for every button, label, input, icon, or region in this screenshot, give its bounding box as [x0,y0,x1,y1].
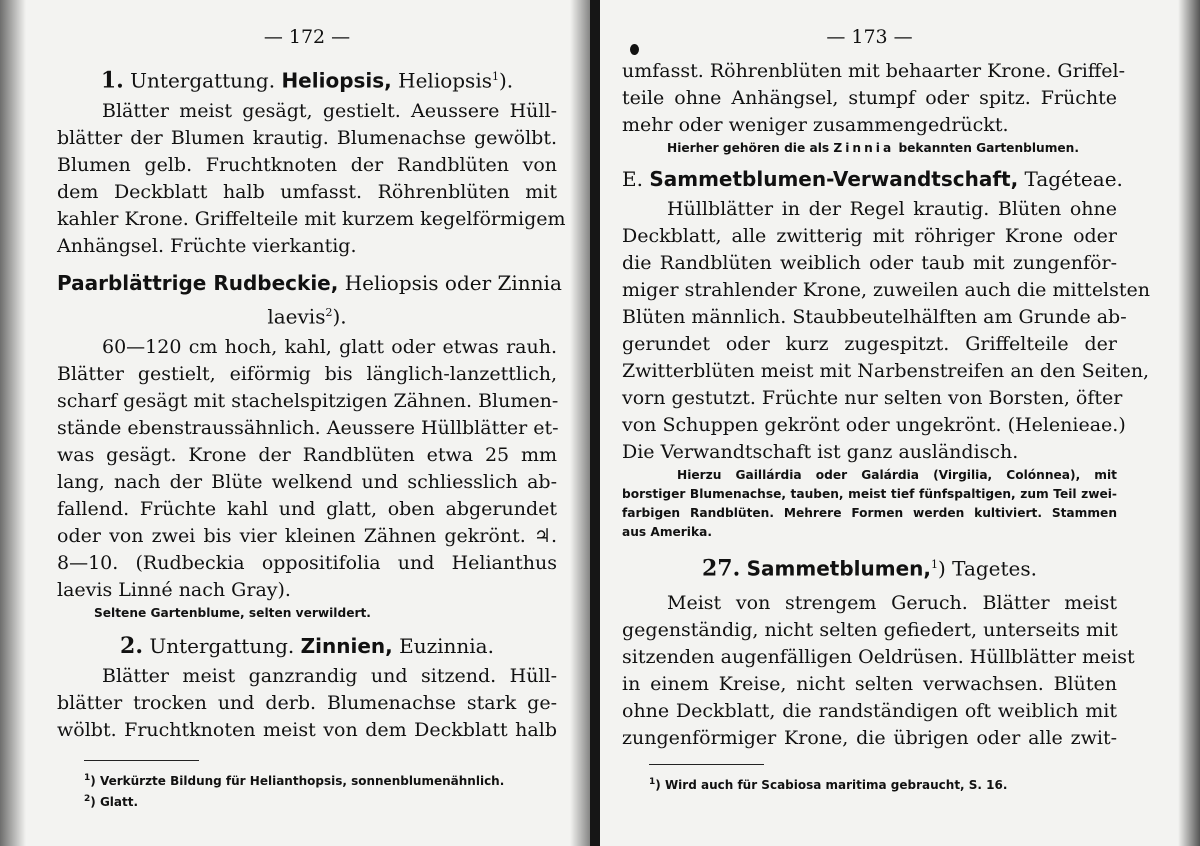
left-text-column [57,22,566,811]
footnote: $^2$) Glatt. [84,794,139,810]
text-line: blätter der Blumen krautig. Blumenachse gewölbt. [57,126,557,149]
text-line: von Schuppen gekrönt oder ungekrönt. (Helenieae.) [622,414,1126,436]
note-line: aus Amerika. [622,525,712,539]
note-line: Hierzu Gaillárdia oder Galárdia (Virgilia, Colónnea), mit [677,468,1117,482]
page-number: — 172 — [263,26,351,48]
text-line: vorn gestutzt. Früchte nur selten von Borsten, öfter [622,387,1123,409]
text-line: gegenständig, nicht selten gefiedert, unterseits mit [622,618,1118,641]
species-heading-cont [57,298,557,332]
right-text-column [622,22,1151,794]
text-line: umfasst. Röhrenblüten mit behaarter Krone. Griffel- [622,60,1126,82]
footnote-text: Glatt. [99,795,139,810]
subgenus-german-name: Zinnien, [300,634,393,659]
gaillardia-note [622,466,1117,542]
species-german-name: Paarblättrige Rudbeckie, [57,270,339,295]
page-left [0,0,590,846]
footnote: $^1$) Wird auch für Scabiosa maritima gebraucht, S. 16. [649,776,1008,792]
subgenus-number: 2. [120,633,144,660]
text-line: miger strahlender Krone, zuweilen auch die mittelsten [622,279,1151,301]
section-heading [622,164,1123,194]
gutter-shadow [570,0,590,846]
species-epithet: laevis [267,304,326,329]
footnote-ref: 2 [325,305,333,319]
species-latin-name: Heliopsis oder Zinnia [344,270,562,295]
note-line: farbigen Randblüten. Mehrere Formen werden kultiviert. Stammen [622,506,1117,520]
text-line: ohne Deckblatt, die randständigen oft weiblich mit [622,699,1117,722]
text-line: Blätter meist gesägt, gestielt. Aeussere Hüll- [102,99,557,122]
text-line: Blüten männlich. Staubbeutelhälften am Grunde ab- [622,306,1127,328]
text-line: gerundet oder kurz zugespitzt. Griffelteile der [622,333,1117,355]
text-line: mehr oder weniger zusammengedrückt. [622,114,1009,136]
section-german-name: Sammetblumen-Verwandtschaft, [649,167,1019,191]
subgenus-german-name: Heliopsis, [281,68,392,93]
subgenus-number: 1. [100,67,124,94]
section-letter: E. [622,167,643,191]
text-line: Die Verwandtschaft ist ganz ausländisch. [622,441,1019,463]
page-edge-shadow [1178,0,1200,846]
text-line: Blumen gelb. Fruchtknoten der Randblüten von [57,153,557,176]
footnote-ref: 1 [930,558,938,571]
heading-punctuation: ). [332,304,347,329]
text-line: Zwitterblüten meist mit Narbenstreifen an den Seiten, [622,360,1150,382]
text-line: kahler Krone. Griffelteile mit kurzem kegelförmigem [57,207,566,230]
footnote-text: Verkürzte Bildung für Helianthopsis, sonnenblumenähnlich. [99,774,505,789]
note-genus: Zinnia [833,141,895,155]
text-line: stände ebenstraussähnlich. Aeussere Hüllblätter et- [57,417,559,440]
subgenus-latin-name: Heliopsis [398,68,492,93]
genus-number: 27. [701,555,741,582]
page-number: — 173 — [826,26,913,48]
text-line: fallend. Früchte kahl und glatt, oben abgerundet [57,498,557,521]
text-line: Blätter meist ganzrandig und sitzend. Hüll- [102,665,557,688]
text-line: 8—10. (Rudbeckia oppositifolia und Helianthus [57,552,557,575]
note-line: borstiger Blumenachse, tauben, meist tief fünfspaltigen, zum Teil zwei- [622,487,1117,501]
section-latin-name: Tagéteae. [1024,167,1123,191]
text-line: laevis Linné nach Gray). [57,579,291,602]
footnote-mark: 2 [84,794,91,805]
footnote-mark: 1 [84,773,91,784]
subgenus-label: Untergattung. [149,634,295,659]
text-line: blätter trocken und derb. Blumenachse stark ge- [57,692,557,715]
species-heading [57,268,562,298]
text-line: oder von zwei bis vier kleinen Zähnen gekrönt. ♃. [57,525,557,548]
text-line: die Randblüten weiblich oder taub mit zungenför- [622,252,1117,274]
footnote: $^1$) Verkürzte Bildung für Helianthopsis, sonnenblumenähnlich. [84,773,505,789]
text-line: sitzenden augenfälligen Oeldrüsen. Hüllblätter meist [622,645,1135,668]
text-line: Deckblatt, alle zwitterig mit röhriger Krone oder [622,225,1117,247]
note-text: Hierher gehören die als [667,141,830,155]
paragraph-genus-description [622,590,1135,752]
text-line: 60—120 cm hoch, kahl, glatt oder etwas rauh. [102,336,557,359]
paragraph-continuation [622,58,1126,139]
text-line: dem Deckblatt halb umfasst. Röhrenblüten mit [57,180,557,203]
subgenus-latin-name: Euzinnia. [399,634,494,659]
species-note: Seltene Gartenblume, selten verwildert. [94,606,371,621]
genus-heading: 27. Sammetblumen,$^1$) Tagetes. [701,555,1037,582]
text-line: Hüllblätter in der Regel krautig. Blüten ohne [667,198,1117,220]
zinnia-note [622,139,1117,158]
text-line: lang, nach der Blüte welkend und schliesslich ab- [57,471,557,494]
text-line: wölbt. Fruchtknoten meist von dem Deckblatt halb [57,719,557,742]
text-line: was gesägt. Krone der Randblüten etwa 25 mm [57,444,557,467]
subgenus-label: Untergattung. [130,68,276,93]
paragraph-species-description [57,334,557,604]
genus-latin-name: Tagetes. [952,556,1037,581]
page-edge-shadow [0,0,26,846]
text-line: in einem Kreise, nicht selten verwachsen. Blüten [622,672,1117,695]
genus-german-name: Sammetblumen, [746,556,931,581]
footnote-mark: 1 [649,776,656,787]
footnote-text: Wird auch für Scabiosa maritima gebraucht, S. 16. [664,777,1008,792]
subgenus-heading-1 [57,62,557,96]
page-right [600,0,1200,846]
text-line: scharf gesägt mit stachelspitzigen Zähnen. Blumen- [57,390,559,413]
subgenus-heading-2 [57,631,557,661]
text-line: Meist von strengem Geruch. Blätter meist [667,591,1117,614]
paragraph-section-description [622,196,1151,466]
paragraph-subgenus-1 [57,98,566,260]
text-line: teile ohne Anhängsel, stumpf oder spitz. Früchte [622,87,1117,109]
text-line: Anhängsel. Früchte vierkantig. [57,234,357,257]
note-text: bekannten Gartenblumen. [898,141,1079,155]
heading-punctuation: ). [498,68,514,93]
text-line: Blätter gestielt, eiförmig bis länglich-lanzettlich, [57,363,557,386]
text-line: zungenförmiger Krone, die übrigen oder alle zwit- [622,726,1117,749]
footnote-ref: 1 [491,70,499,83]
paragraph-subgenus-2 [57,663,557,744]
